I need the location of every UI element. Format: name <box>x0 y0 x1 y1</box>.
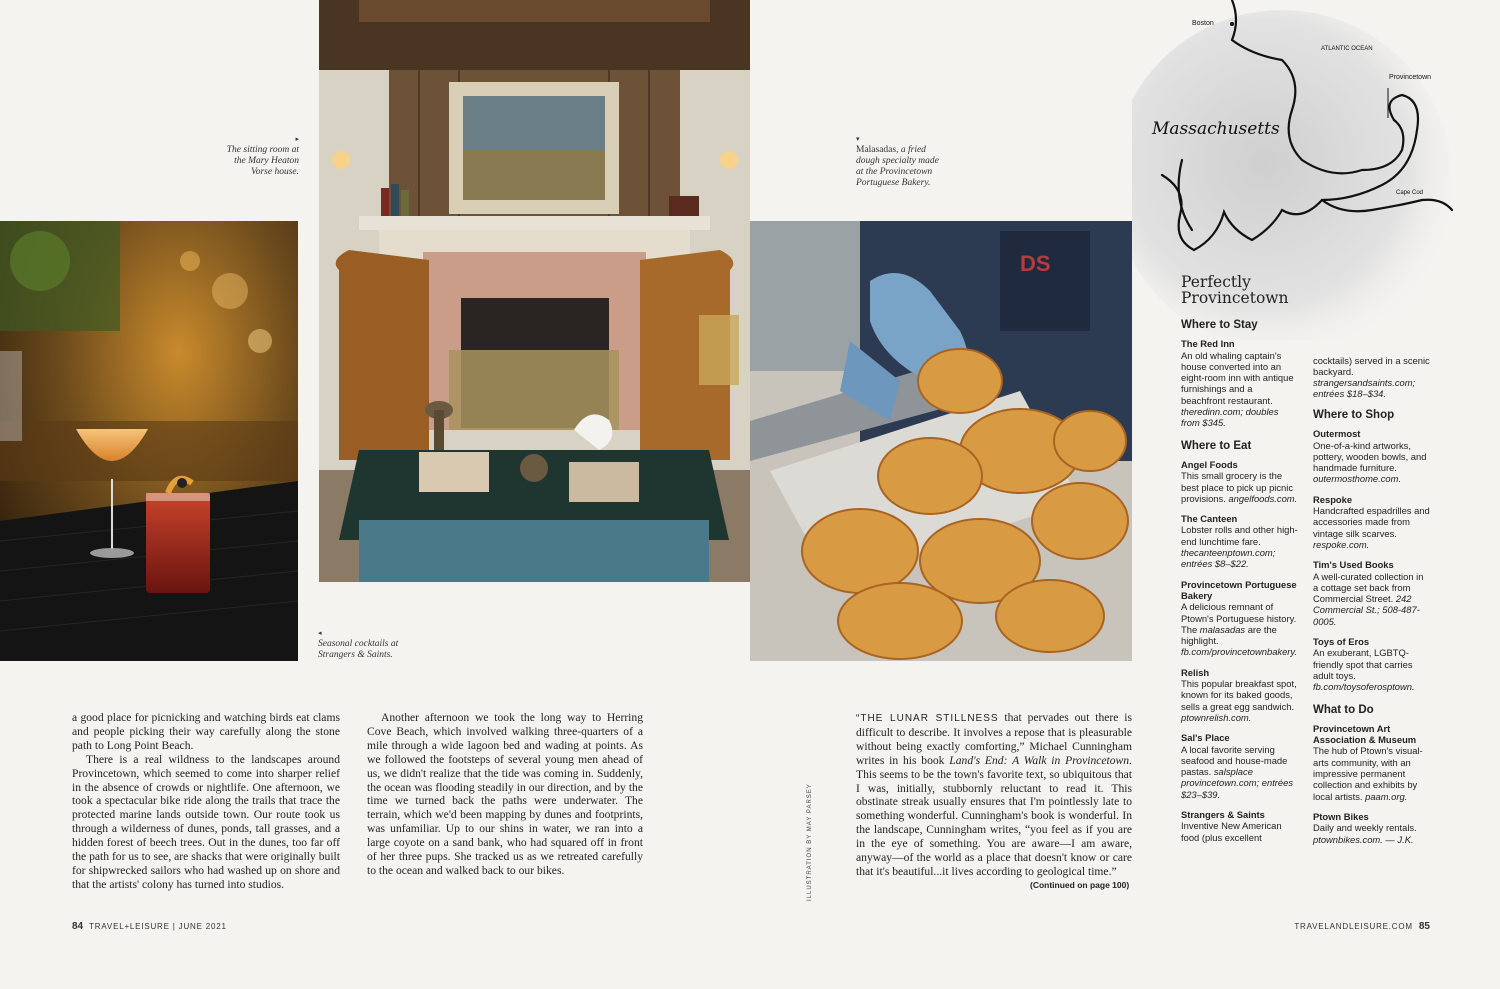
caption-lead: Malasadas, <box>856 145 899 155</box>
listing-name: Relish <box>1181 666 1210 678</box>
listing <box>1181 513 1299 569</box>
listing-info: ptownrelish.com. <box>1181 711 1252 723</box>
listing-continued <box>1313 355 1431 401</box>
listing-info: paam.org. <box>1365 790 1408 802</box>
listing-name: Ptown Bikes <box>1313 810 1369 822</box>
listing-info: outermosthome.com. <box>1313 473 1402 485</box>
listing-desc: An exuberant, LGBTQ-friendly spot that carries adult toys. <box>1313 647 1413 681</box>
listing-desc: are the highlight. <box>1181 623 1277 647</box>
continued-note: (Continued on page 100) <box>1030 880 1130 890</box>
listing-desc: An old whaling captain's house converted into an eight-room inn with antique furnishings and a beachfront restaurant. <box>1181 349 1294 406</box>
listing-info: fb.com/provincetownbakery. <box>1181 646 1298 658</box>
listing-info: fb.com/toysoferosptown. <box>1313 681 1415 693</box>
book-title: Land's End: A Walk in Provincetown. <box>949 753 1132 767</box>
listing <box>1313 811 1431 845</box>
listing-name: Tim's Used Books <box>1313 559 1394 571</box>
guide-column-1 <box>1181 320 1299 852</box>
right-folio <box>1294 921 1430 932</box>
listing-name: Respoke <box>1313 493 1353 505</box>
listing <box>1181 338 1299 428</box>
malasadas-illustration <box>750 221 1132 661</box>
body-paragraph: There is a real wildness to the landscapes around Provincetown, which seemed to come into sharper relief in the absence of crowds or nightlife. One afternoon, we took a spectacular bike ride along the trails that trace the protected marine lands outside town. Our route took us through a wilderness of dunes, ponds, tall grasses, and a hidden forest of beech trees. Out in the dunes, too far off the path for us to see, are shacks that were originally built for shipwrecked sailors who had washed up on shore and that the artists' colony has turned into studios. <box>72 752 340 891</box>
listing-info: strangersandsaints.com; entrées $18–$34. <box>1313 377 1416 400</box>
listing-desc: cocktails) served in a scenic backyard. <box>1313 355 1430 377</box>
malasadas-photo <box>750 221 1132 661</box>
listing <box>1181 579 1299 658</box>
sitting-room-illustration <box>319 0 750 582</box>
listing <box>1313 494 1431 550</box>
listing-name: The Canteen <box>1181 513 1238 525</box>
map-label-provincetown: Provincetown <box>1389 74 1432 81</box>
listing <box>1313 559 1431 627</box>
right-folio-text: TRAVELANDLEISURE.COM <box>1294 922 1413 931</box>
sitting-room-caption <box>218 134 299 178</box>
body-text: that pervades out there is difficult to describe. It involves a repose that is pleasurable without being exactly comforting,” Michael Cunningham writes in his book <box>856 711 1133 767</box>
caption-arrow-right-icon: ▸ <box>295 135 299 143</box>
listing <box>1181 667 1299 723</box>
listing-info: thecanteenptown.com; entrées $8–$22. <box>1181 547 1276 570</box>
listing <box>1181 809 1299 843</box>
body-column-3 <box>856 711 1132 879</box>
author-signoff: — J.K. <box>1382 833 1414 845</box>
guide-title: Perfectly Provincetown <box>1181 273 1289 307</box>
listing-desc: Inventive New American food (plus excellent <box>1181 820 1282 843</box>
body-column-1 <box>72 711 340 892</box>
listing-name: Angel Foods <box>1181 458 1238 470</box>
malasadas-caption <box>856 134 948 189</box>
listing-info: salsplace provincetown.com; entrées $23–$39. <box>1181 766 1294 800</box>
listing-desc: This popular breakfast spot, known for its baked goods, sells a great egg sandwich. <box>1181 678 1297 712</box>
section-heading-stay: Where to Stay <box>1181 319 1258 331</box>
listing-desc: A delicious remnant of Ptown's Portuguese history. The <box>1181 601 1297 635</box>
section-heading-eat: Where to Eat <box>1181 439 1252 452</box>
cocktails-illustration <box>0 221 298 661</box>
cocktails-photo <box>0 221 298 661</box>
left-page-number: 84 <box>72 921 84 932</box>
listing-name: Sal's Place <box>1181 732 1230 744</box>
listing-desc-italic: malasadas <box>1199 623 1246 635</box>
listing-desc: A well-curated collection in a cottage set back from Commercial Street. <box>1313 570 1424 605</box>
illustration-credit: ILLUSTRATION BY MAY PARSEY <box>807 783 813 901</box>
listing-info: angelfoods.com. <box>1228 492 1298 504</box>
left-folio-text: TRAVEL+LEISURE | JUNE 2021 <box>89 922 227 931</box>
caption-text: a fried dough specialty made at the Provincetown Portuguese Bakery. <box>856 145 939 188</box>
map-state-label: Massachusetts <box>1152 119 1280 139</box>
listing-name: Provincetown Portuguese Bakery <box>1181 578 1297 601</box>
listing-info: respoke.com. <box>1313 538 1370 550</box>
listing-desc: Handcrafted espadrilles and accessories made from vintage silk scarves. <box>1313 505 1430 539</box>
listing-name: Provincetown Art Association & Museum <box>1313 722 1417 746</box>
listing <box>1181 459 1299 504</box>
listing-desc: One-of-a-kind artworks, pottery, wooden bowls, and handmade furniture. <box>1313 439 1427 474</box>
right-page-number: 85 <box>1418 921 1430 932</box>
listing <box>1181 732 1299 800</box>
left-folio <box>72 921 227 932</box>
listing-desc: This small grocery is the best place to pick up picnic provisions. <box>1181 470 1294 504</box>
section-heading-do: What to Do <box>1313 703 1374 716</box>
listing-desc: Lobster rolls and other high-end lunchtime fare. <box>1181 524 1298 547</box>
caption-text: Seasonal cocktails at Strangers & Saints. <box>318 639 399 660</box>
map-label-cape-cod: Cape Cod <box>1396 190 1424 196</box>
lead-in: “THE LUNAR STILLNESS <box>856 713 999 724</box>
listing-desc: The hub of Ptown's visual-arts community, with an impressive permanent collection and exhibits by local artists. <box>1313 745 1423 802</box>
body-paragraph: Another afternoon we took the long way to Herring Cove Beach, which involved walking three-quarters of a mile through a wide lagoon bed and wading at points. As we followed the footsteps of several young men ahead of us, we didn't realize that the tide was coming in. Suddenly, the ocean was flooding steadily in our direction, and by the time we turned back the paths were underwater. The terrain, which we'd been mapping by dunes and footprints, was unfamiliar. Up to our shins in water, we ran into a large coyote on a sand bank, who had squared off in front of her three pups. She tracked us as we retreated carefully to the ocean and walked back to our bikes. <box>367 711 643 877</box>
body-paragraph: a good place for picnicking and watching birds eat clams and people picking their way carefully along the stone path to Long Point Beach. <box>72 711 340 752</box>
cocktails-caption <box>318 628 428 661</box>
listing-info: 242 Commercial St.; 508-487-0005. <box>1313 593 1420 627</box>
listing-desc: Daily and weekly rentals. <box>1313 822 1417 834</box>
listing-name: The Red Inn <box>1181 338 1235 350</box>
listing-desc: A local favorite serving seafood and house-made pastas. <box>1181 743 1288 778</box>
svg-text:DS: DS <box>1020 251 1051 276</box>
section-heading-shop: Where to Shop <box>1313 409 1395 421</box>
caption-arrow-left-icon: ◂ <box>318 629 322 637</box>
map-label-boston: Boston <box>1192 20 1214 27</box>
listing-info: theredinn.com; doubles from $345. <box>1181 406 1279 429</box>
listing-name: Strangers & Saints <box>1181 808 1265 820</box>
listing <box>1313 636 1431 692</box>
listing-info: ptownbikes.com. <box>1313 833 1383 845</box>
caption-text: The sitting room at the Mary Heaton Vorse house. <box>226 145 299 177</box>
sitting-room-photo <box>319 0 750 582</box>
caption-arrow-down-icon: ▾ <box>856 135 860 143</box>
body-column-2 <box>367 711 643 878</box>
listing <box>1313 428 1431 484</box>
listing-name: Toys of Eros <box>1313 636 1370 648</box>
body-text: This seems to be the town's favorite text, so ubiquitous that I was, initially, stubbornly reluctant to read it. This obstinate streak usually ensures that I'm pointlessly late to something wonderful. Cunningham's book is wonderful. In the landscape, Cunningham writes, “you feel as if you are in the eye of something. You are aware—I am aware, anyway—of the world as a place that doesn't know or care that it's beautiful...it lives according to geological time.” <box>856 767 1132 878</box>
listing <box>1313 723 1431 802</box>
map-label-ocean: ATLANTIC OCEAN <box>1321 46 1373 52</box>
guide-column-2 <box>1313 355 1431 854</box>
listing-name: Outermost <box>1313 428 1361 440</box>
